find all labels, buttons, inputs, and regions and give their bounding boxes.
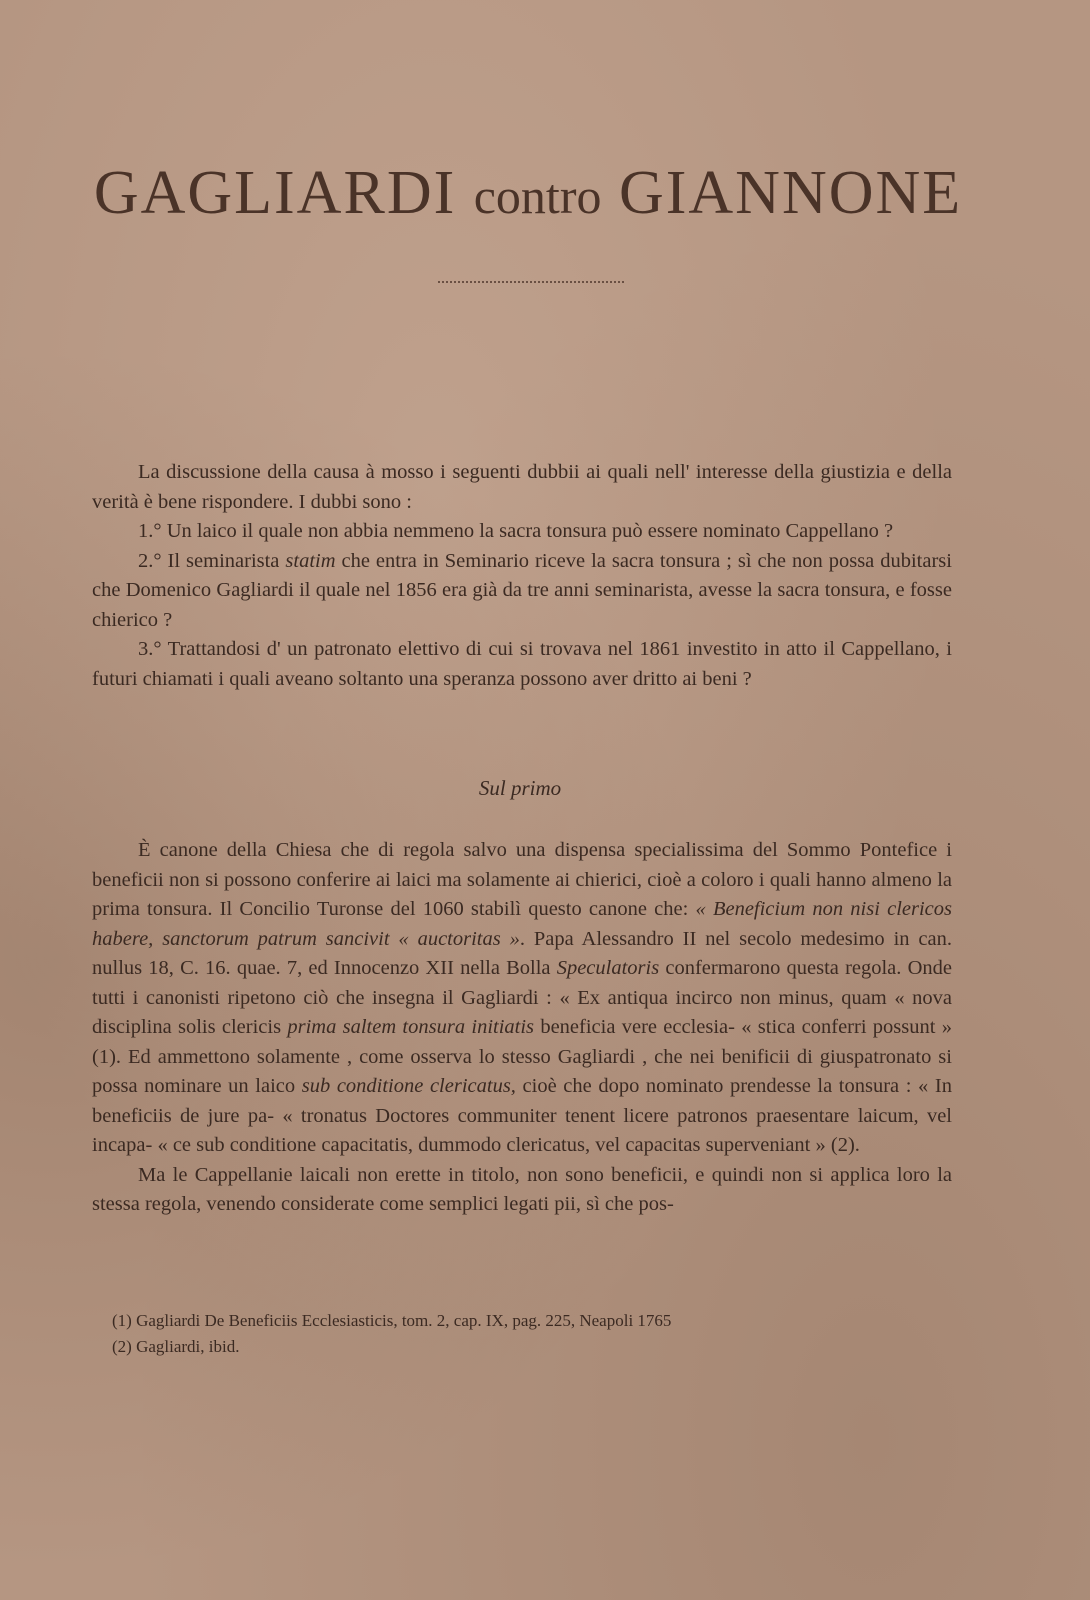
main-paragraph-1 <box>92 836 952 1161</box>
intro-paragraph: La discussione della causa à mosso i seguenti dubbii ai quali nell' interesse della giustizia e della verità è bene rispondere. I dubbi sono : <box>92 461 952 513</box>
question-2-before: 2.° Il seminarista <box>138 549 286 572</box>
main-sub-conditione: sub conditione clericatus, <box>301 1075 516 1097</box>
main-text-d: beneficia vere ecclesia- « stica conferri possunt » (1). Ed ammettono solamente , come osserva lo stesso Gagliardi , che nei benificii di giuspatronato si possa nominare un laico <box>92 1016 952 1097</box>
main-text-b: . Papa Alessandro II nel secolo medesimo in can. nullus 18, C. 16. quae. 7, ed Innocenzo XII nella Bolla <box>92 927 952 979</box>
main-section <box>92 836 952 1220</box>
main-paragraph-2: Ma le Cappellanie laicali non erette in titolo, non sono beneficii, e quindi non si applica loro la stessa regola, venendo considerate come semplici legati pii, sì che pos- <box>92 1163 952 1215</box>
main-prima-tonsura: prima saltem tonsura initiatis <box>287 1016 535 1038</box>
title-divider <box>438 281 624 283</box>
page-title <box>0 158 1056 229</box>
title-middle: contro <box>473 168 602 224</box>
footnote-1: (1) Gagliardi De Beneficiis Ecclesiasticis, tom. 2, cap. IX, pag. 225, Neapoli 1765 <box>112 1311 672 1330</box>
question-2-italic: statim <box>285 549 336 572</box>
question-1: 1.° Un laico il quale non abbia nemmeno la sacra tonsura può essere nominato Cappellano ? <box>138 520 894 542</box>
intro-section <box>92 458 952 694</box>
main-quote-concilio: « Beneficium non nisi clericos habere, sanctorum patrum sancivit « auctoritas » <box>92 898 952 950</box>
main-text-e: cioè che dopo nominato prendesse la tonsura : « In beneficiis de jure pa- « tronatus Doctores communiter tenent licere patronos praesentare laicum, vel incapa- « ce sub conditione capacitatis, dummodo clericatus, vel capacitas superveniant » (2). <box>92 1075 952 1156</box>
title-right: GIANNONE <box>618 159 963 227</box>
section-heading: Sul primo <box>478 776 562 800</box>
title-left: GAGLIARDI <box>93 159 457 227</box>
question-2 <box>92 547 952 636</box>
main-bolla-name: Speculatoris <box>556 957 660 979</box>
main-text-a: È canone della Chiesa che di regola salvo una dispensa specialissima del Sommo Pontefice i beneficii non si possono conferire ai laici ma solamente ai chierici, cioè a coloro i quali hanno almeno la prima tonsura. Il Concilio Turonse del 1060 stabilì questo canone che: <box>92 839 952 920</box>
question-3: 3.° Trattandosi d' un patronato elettivo di cui si trovava nel 1861 investito in atto il Cappellano, i futuri chiamati i quali aveano soltanto una speranza possono aver dritto ai beni ? <box>92 638 952 690</box>
main-text-c: confermarono questa regola. Onde tutti i canonisti ripetono ciò che insegna il Gagliardi : « Ex antiqua incirco non minus, quam « nova disciplina solis clericis <box>92 957 952 1038</box>
question-2-after: che entra in Seminario riceve la sacra tonsura ; sì che non possa dubitarsi che Domenico Gagliardi il quale nel 1856 era già da tre anni seminarista, avesse la sacra tonsura, e fosse chierico ? <box>92 549 952 631</box>
footnotes <box>112 1308 872 1360</box>
footnote-2: (2) Gagliardi, ibid. <box>112 1337 240 1356</box>
